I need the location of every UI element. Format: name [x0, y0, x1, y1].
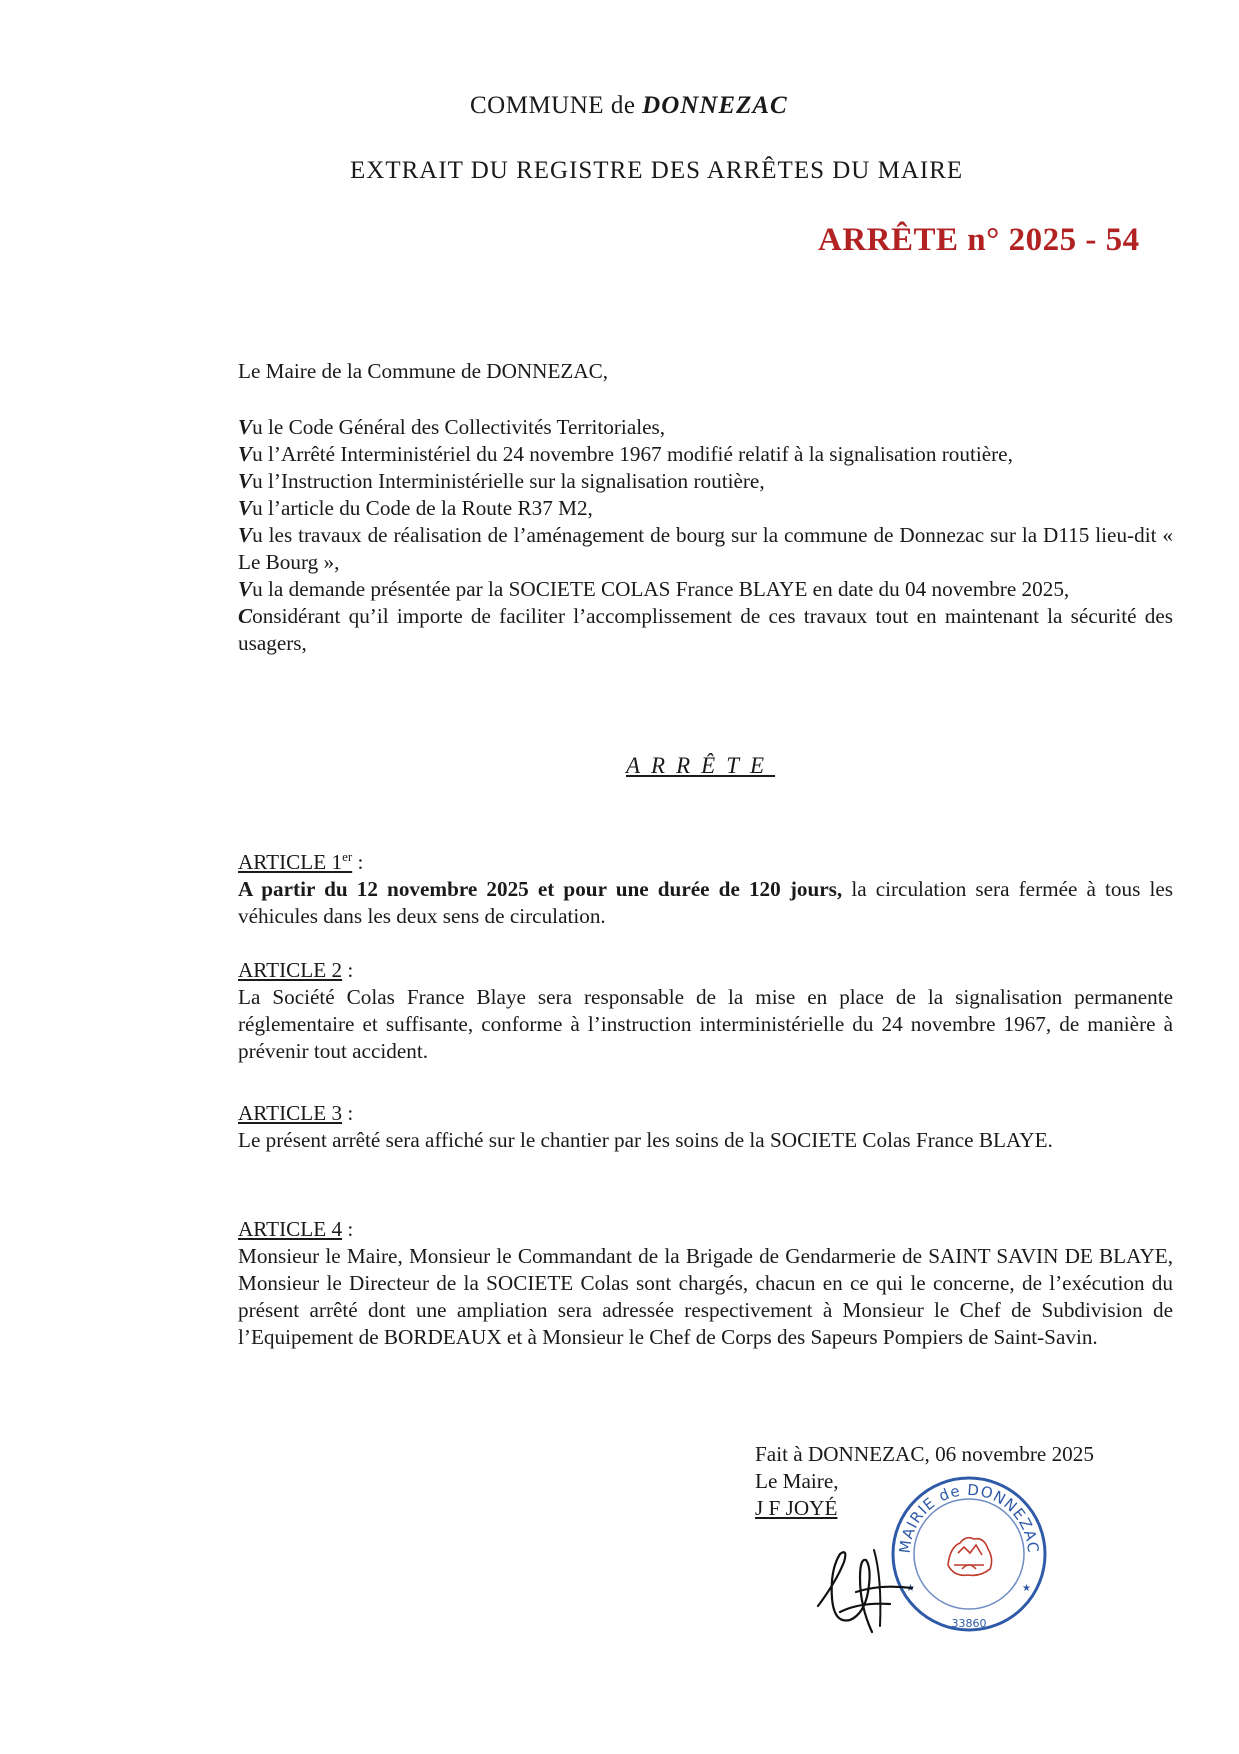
- article-2-heading: ARTICLE 2 :: [238, 958, 354, 982]
- commune-header: [470, 92, 788, 120]
- article-3-body: Le présent arrêté sera affiché sur le chantier par les soins de la SOCIETE Colas France BLAYE.: [238, 1128, 1053, 1152]
- handwritten-signature: [810, 1522, 920, 1642]
- article-3: [238, 1100, 1173, 1154]
- article-4: [238, 1216, 1173, 1351]
- signatory-role: Le Maire,: [755, 1469, 839, 1493]
- seal-text: MAIRIE de DONNEZAC: [895, 1480, 1043, 1555]
- commune-prefix: COMMUNE de: [470, 92, 636, 119]
- preamble-item: Vu l’article du Code de la Route R37 M2,: [238, 496, 593, 520]
- seal-postcode: 33860: [951, 1617, 987, 1630]
- article-4-heading: ARTICLE 4 :: [238, 1217, 354, 1241]
- seal-emblem: [948, 1538, 992, 1576]
- preamble-list: [238, 414, 1173, 657]
- preamble-item: Vu l’Arrêté Interministériel du 24 novembre 1967 modifié relatif à la signalisation routière,: [238, 442, 1013, 466]
- preamble-item: Vu le Code Général des Collectivités Territoriales,: [238, 415, 666, 439]
- article-1-body: A partir du 12 novembre 2025 et pour une durée de 120 jours, la circulation sera fermée à tous les véhicules dans les deux sens de circulation.: [238, 877, 1173, 929]
- article-1-label: ARTICLE 1er: [238, 849, 353, 875]
- preamble-items: [238, 414, 1173, 657]
- preamble-item: Considérant qu’il importe de faciliter l’accomplissement de ces travaux tout en maintenant la sécurité des usagers,: [238, 604, 1173, 655]
- article-1-heading: ARTICLE 1er :: [238, 849, 364, 875]
- registry-title: EXTRAIT DU REGISTRE DES ARRÊTES DU MAIRE: [350, 157, 964, 184]
- preamble-item: Vu la demande présentée par la SOCIETE COLAS France BLAYE en date du 04 novembre 2025,: [238, 577, 1070, 601]
- arrete-number: ARRÊTE n° 2025 - 54: [818, 222, 1140, 258]
- arrete-heading: ARRÊTE: [626, 753, 776, 778]
- article-1: [238, 843, 1173, 930]
- seal-star-left: ★: [906, 1583, 915, 1594]
- maire-intro: Le Maire de la Commune de DONNEZAC,: [238, 359, 609, 383]
- place-date: Fait à DONNEZAC, 06 novembre 2025: [755, 1442, 1094, 1466]
- preamble-item: Vu les travaux de réalisation de l’aménagement de bourg sur la commune de Donnezac sur la D115 lieu-dit « Le Bourg »,: [238, 523, 1173, 574]
- seal-inner-ring: [914, 1499, 1024, 1609]
- seal-star-right: ★: [1022, 1583, 1031, 1594]
- preamble-item: Vu l’Instruction Interministérielle sur la signalisation routière,: [238, 469, 765, 493]
- article-2-body: La Société Colas France Blaye sera responsable de la mise en place de la signalisation permanente réglementaire et suffisante, conforme à l’instruction interministérielle du 24 novembre 1967, de manière à prévenir tout accident.: [238, 985, 1173, 1063]
- article-4-body: Monsieur le Maire, Monsieur le Commandant de la Brigade de Gendarmerie de SAINT SAVIN DE BLAYE, Monsieur le Directeur de la SOCIETE Colas sont chargés, chacun en ce qui le concerne, de l’exécution du présent arrêté dont une ampliation sera adressée respectivement à Monsieur le Chef de Subdivision de l’Equipement de BORDEAUX et à Monsieur le Chef de Corps des Sapeurs Pompiers de Saint-Savin.: [238, 1244, 1173, 1349]
- commune-name: DONNEZAC: [642, 92, 788, 119]
- article-2: [238, 957, 1173, 1065]
- signatory-name: J F JOYÉ: [755, 1496, 838, 1520]
- article-3-heading: ARTICLE 3 :: [238, 1101, 354, 1125]
